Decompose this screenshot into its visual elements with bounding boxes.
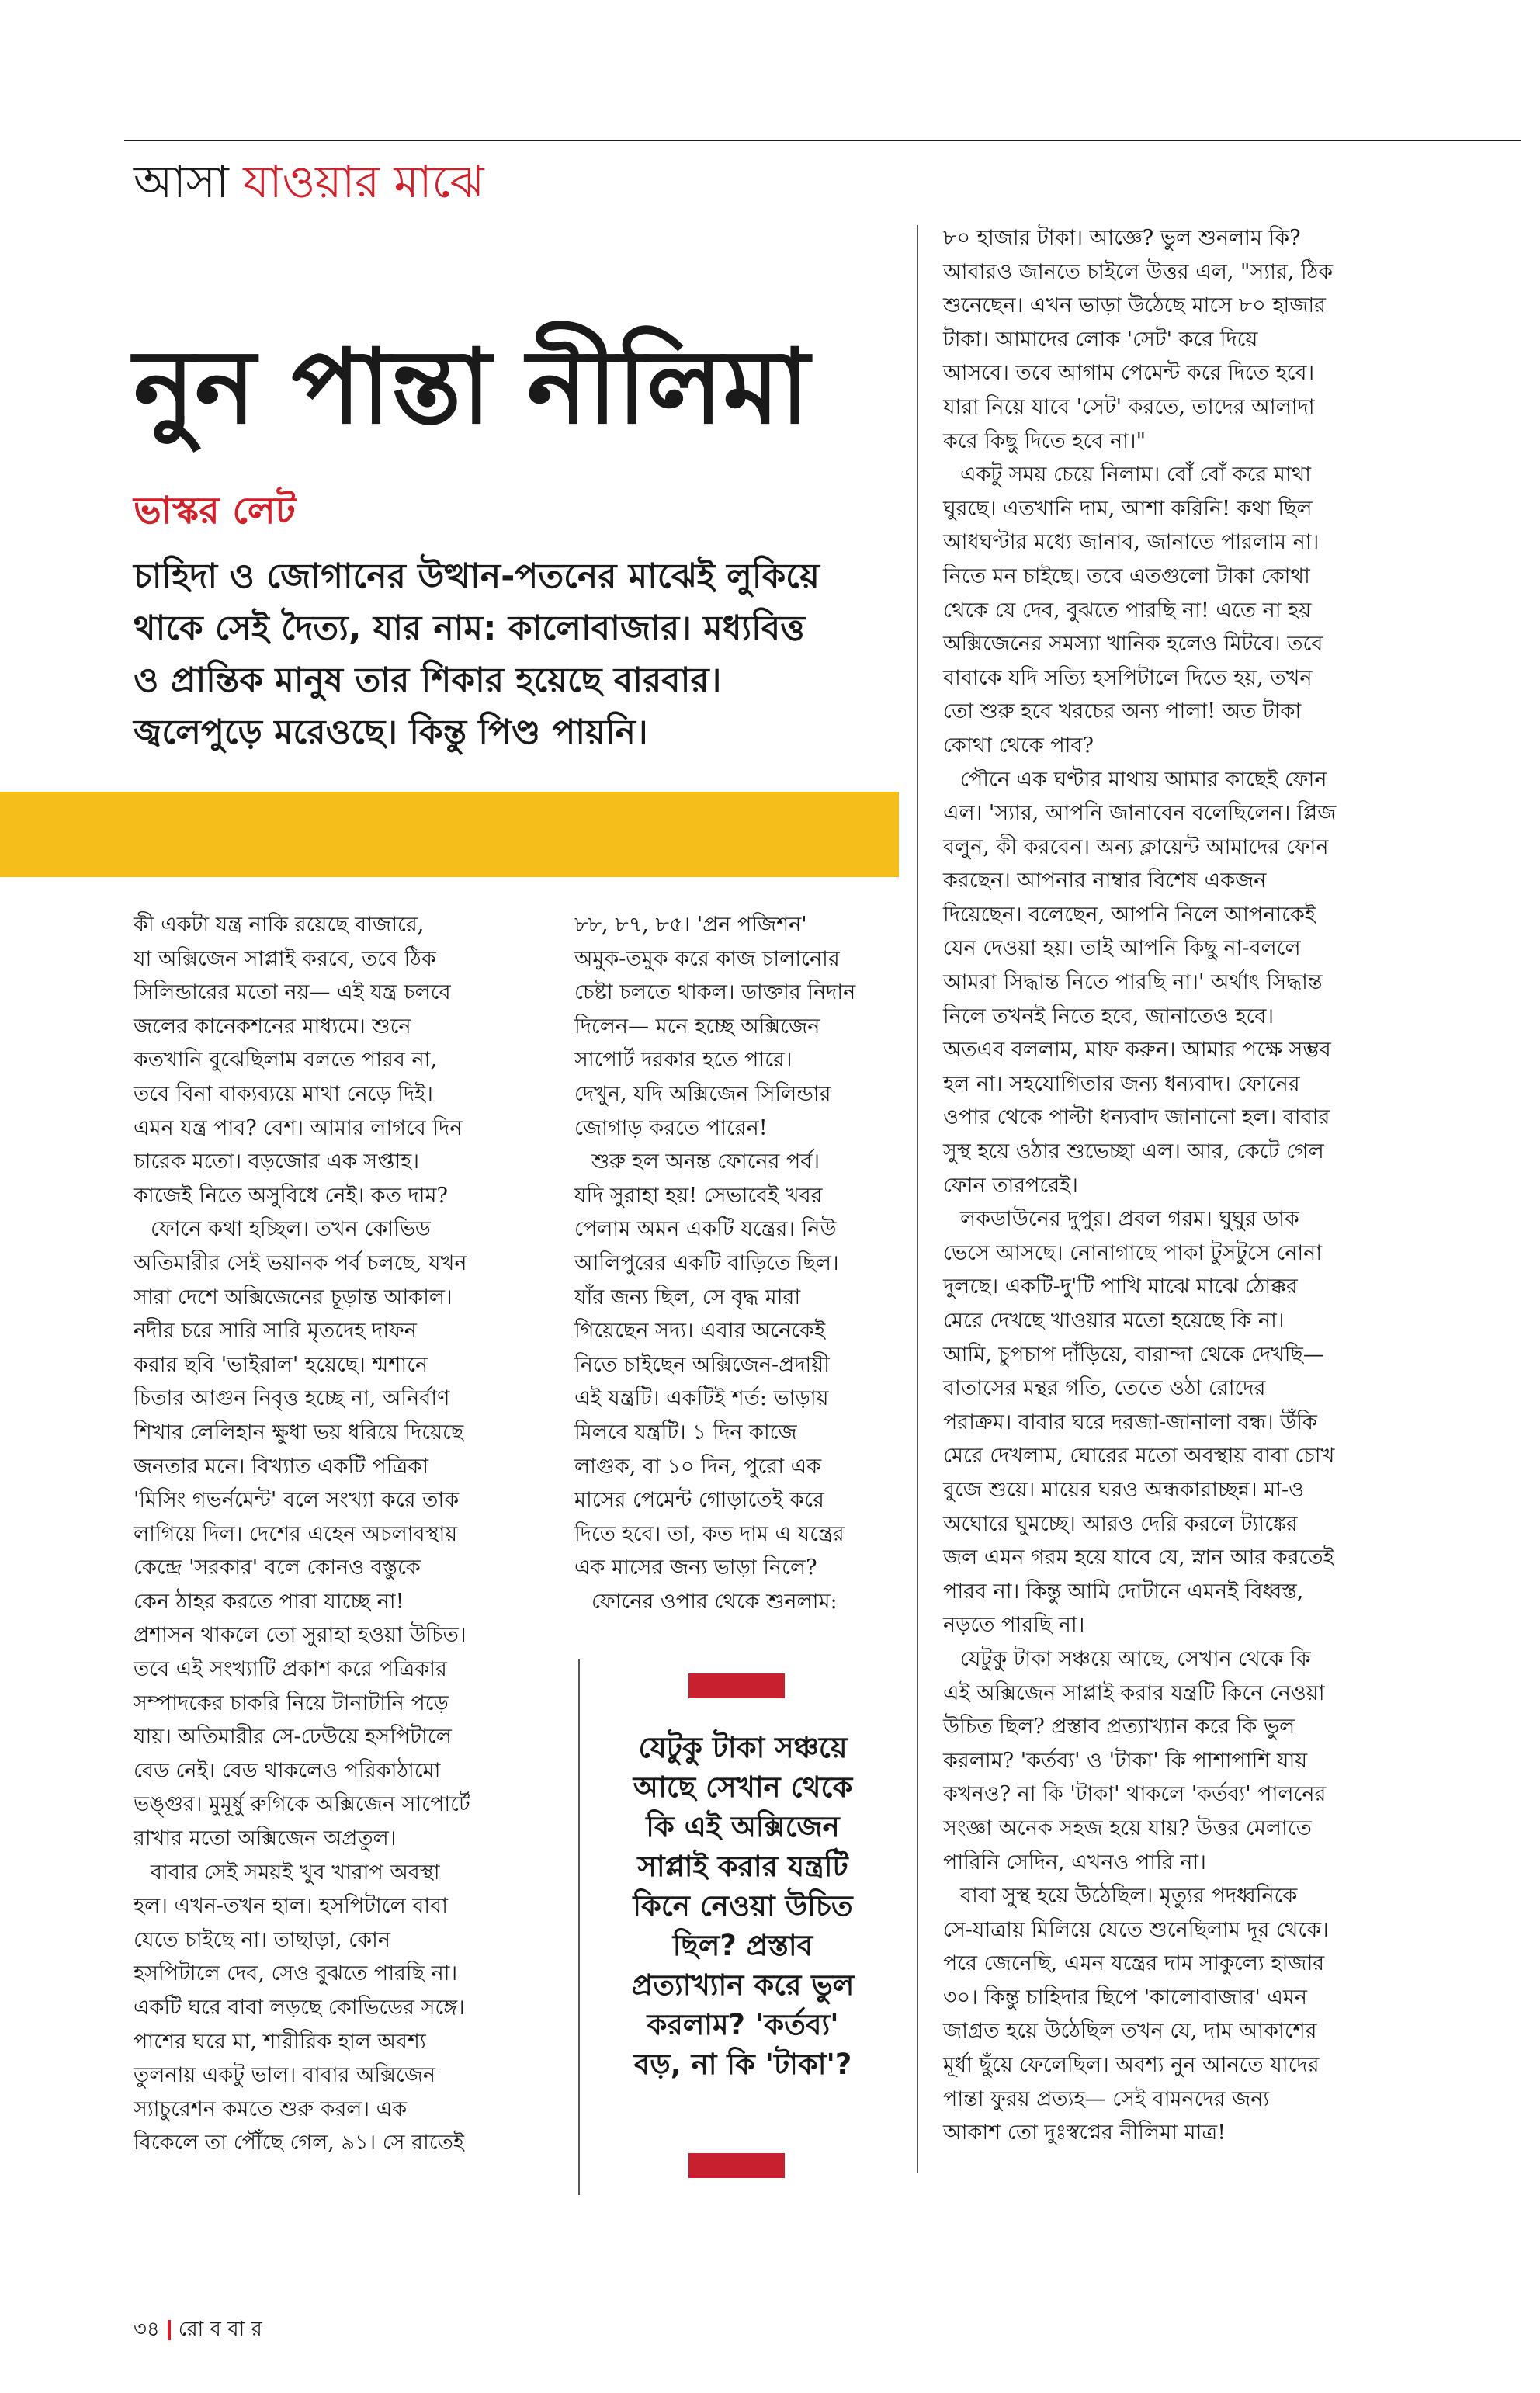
text-line: পান্তা ফুরয় প্রত্যহ— সেই বামনদের জন্য — [943, 2086, 1270, 2111]
standfirst-line: জ্বলেপুড়ে মরেওছে। কিন্তু পিণ্ড পায়নি। — [134, 712, 648, 752]
byline: ভাস্কর লেট — [134, 489, 296, 532]
text-line: পৌনে এক ঘণ্টার মাথায় আমার কাছেই ফোন — [960, 767, 1327, 792]
text-line: বাবা সুস্থ হয়ে উঠেছিল। মৃত্যুর পদধ্বনিকে — [960, 1884, 1298, 1909]
text-line: একটু সময় চেয়ে নিলাম। বোঁ বোঁ করে মাথা — [960, 463, 1312, 487]
text-line: আকাশ তো দুঃস্বপ্নের নীলিমা মাত্র! — [943, 2121, 1226, 2145]
column-divider — [917, 225, 918, 2173]
text-line: চারেক মতো। বড়জোর এক সপ্তাহ। — [134, 1150, 420, 1174]
text-line: রাখার মতো অক্সিজেন অপ্রতুল। — [134, 1826, 397, 1851]
text-line: তবে এই সংখ্যাটি প্রকাশ করে পত্রিকার — [134, 1657, 447, 1682]
text-line: ঘুরছে। এতখানি দাম, আশা করিনি! কথা ছিল — [943, 496, 1313, 521]
text-line: অঘোরে ঘুমচ্ছে। আরও দেরি করলে ট্যাঙ্কের — [943, 1511, 1298, 1536]
text-line: উচিত ছিল? প্রস্তাব প্রত্যাখ্যান করে কি ভুল — [943, 1715, 1295, 1739]
text-line: ফোন তারপরেই। — [943, 1173, 1078, 1198]
text-line: নড়তে পারছি না। — [943, 1613, 1085, 1638]
pull-quote-bar-bottom — [688, 2153, 785, 2178]
text-line: বুজে শুয়ে। মায়ের ঘরও অন্ধকারাচ্ছন্ন। মা-ও — [943, 1477, 1305, 1502]
text-line: এমন যন্ত্র পাব? বেশ। আমার লাগবে দিন — [134, 1115, 463, 1140]
yellow-band — [0, 792, 899, 877]
pull-quote-bar-top — [688, 1673, 785, 1698]
text-line: আমরা সিদ্ধান্ত নিতে পারছি না।' অর্থাৎ সিদ্ধান্ত — [943, 970, 1323, 995]
text-line: গিয়েছেন সদ্য। এবার অনেকেই — [574, 1319, 826, 1344]
text-line: করে কিছু দিতে হবে না।" — [943, 428, 1146, 453]
text-line: জাগ্রত হয়ে উঠেছিল তখন যে, দাম আকাশের — [943, 2019, 1317, 2044]
text-line: পাশের ঘরে মা, শারীরিক হাল অবশ্য — [134, 2029, 426, 2054]
magazine-name: রো ব বা র — [178, 2318, 262, 2341]
text-line: শুরু হল অনন্ত ফোনের পর্ব। — [591, 1150, 820, 1174]
page-footer — [134, 2313, 262, 2347]
text-line: আধঘণ্টার মধ্যে জানাব, জানাতে পারলাম না। — [943, 530, 1320, 555]
text-line: করার ছবি 'ভাইরাল' হয়েছে। শ্মশানে — [134, 1352, 428, 1377]
text-line: শিখার লেলিহান ক্ষুধা ভয় ধরিয়ে দিয়েছে — [134, 1420, 464, 1444]
text-line: নিলে তখনই নিতে হবে, জানাতেও হবে। — [943, 1004, 1275, 1028]
text-line: নিতে চাইছেন অক্সিজেন-প্রদায়ী — [574, 1352, 830, 1377]
text-line: ভেসে আসছে। নোনাগাছে পাকা টুসটুসে নোনা — [943, 1240, 1323, 1265]
text-line: যেতে চাইছে না। তাছাড়া, কোন — [134, 1927, 390, 1952]
text-line: জনতার মনে। বিখ্যাত একটি পত্রিকা — [134, 1454, 429, 1479]
text-line: কেন ঠাহর করতে পারা যাচ্ছে না! — [134, 1589, 404, 1614]
text-line: বাবাকে যদি সত্যি হসপিটালে দিতে হয়, তখন — [943, 665, 1313, 690]
text-line: সে-যাত্রায় মিলিয়ে যেতে শুনেছিলাম দূর থেকে। — [943, 1917, 1329, 1942]
text-line: সাপোর্ট দরকার হতে পারে। — [574, 1048, 793, 1073]
text-line: সুস্থ হয়ে ওঠার শুভেচ্ছা এল। আর, কেটে গেল — [943, 1139, 1324, 1164]
text-line: দেখুন, যদি অক্সিজেন সিলিন্ডার — [574, 1081, 831, 1106]
text-line: দিয়েছেন। বলেছেন, আপনি নিলে আপনাকেই — [943, 902, 1316, 927]
text-line: টাকা। আমাদের লোক 'সেট' করে দিয়ে — [943, 327, 1258, 352]
text-line: অক্সিজেনের সমস্যা খানিক হলেও মিটবে। তবে — [943, 632, 1323, 657]
text-line: স্যাচুরেশন কমতে শুরু করল। এক — [134, 2096, 408, 2121]
text-line: করছেন। আপনার নাম্বার বিশেষ একজন — [943, 869, 1267, 893]
text-line: প্রশাসন থাকলে তো সুরাহা হওয়া উচিত। — [134, 1623, 467, 1648]
text-line: যদি সুরাহা হয়! সেভাবেই খবর — [574, 1183, 823, 1208]
text-line: তো শুরু হবে খরচের অন্য পালা! অত টাকা — [943, 699, 1302, 724]
text-line: এই অক্সিজেন সাপ্লাই করার যন্ত্রটি কিনে নেওয়া — [943, 1680, 1325, 1705]
text-line: যা অক্সিজেন সাপ্লাই করবে, তবে ঠিক — [134, 946, 436, 971]
text-line: নিতে মন চাইছে। তবে এতগুলো টাকা কোথা — [943, 564, 1310, 588]
text-line: যেটুকু টাকা সঞ্চয়ে আছে, সেখান থেকে কি — [960, 1646, 1311, 1671]
text-line: ওপার থেকে পাল্টা ধন্যবাদ জানানো হল। বাবার — [943, 1105, 1330, 1130]
text-line: আমি, চুপচাপ দাঁড়িয়ে, বারান্দা থেকে দেখছি— — [943, 1342, 1324, 1367]
footer-separator — [168, 2320, 171, 2340]
text-line: লকডাউনের দুপুর। প্রবল গরম। ঘুঘুর ডাক — [960, 1207, 1299, 1232]
text-line: মূর্ধা ছুঁয়ে ফেলেছিল। অবশ্য নুন আনতে যাদের — [943, 2053, 1320, 2078]
pull-quote-text — [603, 1728, 883, 2084]
page-number: ৩৪ — [134, 2318, 160, 2341]
standfirst — [134, 551, 910, 759]
text-line: ভঙ্গুর। মুমূর্ষু রুগিকে অক্সিজেন সাপোর্টে — [134, 1792, 470, 1817]
text-line: কোথা থেকে পাব? — [943, 733, 1094, 758]
pull-quote-line: কি এই অক্সিজেন — [646, 1810, 840, 1843]
section-title-red: যাওয়ার মাঝে — [243, 155, 484, 208]
text-line: পেলাম অমন একটি যন্ত্রের। নিউ — [574, 1217, 837, 1242]
text-line: করলাম? 'কর্তব্য' ও 'টাকা' কি পাশাপাশি যায় — [943, 1748, 1308, 1773]
text-line: অমুক-তমুক করে কাজ চালানোর — [574, 946, 840, 971]
text-line: হসপিটালে দেব, সেও বুঝতে পারছি না। — [134, 1961, 458, 1986]
pull-quote-line: ছিল? প্রস্তাব — [672, 1929, 813, 1962]
text-line: দুলছে। একটি-দু'টি পাখি মাঝে মাঝে ঠোক্কর — [943, 1275, 1298, 1299]
text-line: লাগিয়ে দিল। দেশের এহেন অচলাবস্থায় — [134, 1521, 458, 1546]
pull-quote-line: প্রত্যাখ্যান করে ভুল — [631, 1968, 855, 2002]
headline: নুন পান্তা নীলিমা — [134, 327, 810, 447]
text-line: যায়। অতিমারীর সে-ঢেউয়ে হসপিটালে — [134, 1725, 452, 1750]
standfirst-line: চাহিদা ও জোগানের উত্থান-পতনের মাঝেই লুকিয়ে — [134, 557, 820, 596]
text-line: হল না। সহযোগিতার জন্য ধন্যবাদ। ফোনের — [943, 1071, 1300, 1096]
text-line: এই যন্ত্রটি। একটিই শর্ত: ভাড়ায় — [574, 1386, 829, 1411]
text-line: সারা দেশে অক্সিজেনের চূড়ান্ত আকাল। — [134, 1285, 453, 1309]
text-line: মেরে দেখছে খাওয়ার মতো হয়েছে কি না। — [943, 1309, 1285, 1333]
text-line: পরে জেনেছি, এমন যন্ত্রের দাম সাকুল্যে হাজার — [943, 1951, 1325, 1976]
text-line: 'মিসিং গভর্নমেন্ট' বলে সংখ্যা করে তাক — [134, 1488, 460, 1513]
pull-quote-line: বড়, না কি 'টাকা'? — [633, 2048, 852, 2081]
text-line: মাসের পেমেন্ট গোড়াতেই করে — [574, 1488, 824, 1513]
text-line: যেন দেওয়া হয়। তাই আপনি কিছু না-বললে — [943, 936, 1301, 961]
text-line: ৩০। কিন্তু চাহিদার ছিপে 'কালোবাজার' এমন — [943, 1985, 1308, 2010]
text-line: কেন্দ্রে 'সরকার' বলে কোনও বস্তুকে — [134, 1555, 421, 1580]
pull-quote — [578, 1659, 890, 2195]
text-line: চিতার আগুন নিবৃত্ত হচ্ছে না, অনির্বাণ — [134, 1386, 450, 1411]
pull-quote-line: করলাম? 'কর্তব্য' — [647, 2008, 839, 2041]
article-column-1 — [134, 908, 470, 2160]
text-line: বাবার সেই সময়ই খুব খারাপ অবস্থা — [151, 1860, 440, 1885]
text-line: শুনেছেন। এখন ভাড়া উঠেছে মাসে ৮০ হাজার — [943, 293, 1327, 318]
section-title-black: আসা — [134, 155, 229, 208]
text-line: তবে বিনা বাক্যব্যয়ে মাথা নেড়ে দিই। — [134, 1081, 433, 1106]
text-line: পারব না। কিন্তু আমি দোটানে এমনই বিধ্বস্ত, — [943, 1579, 1304, 1604]
header-rule — [124, 140, 1521, 141]
text-line: যাঁর জন্য ছিল, সে বৃদ্ধ মারা — [574, 1285, 801, 1309]
article-column-2 — [574, 908, 855, 1618]
text-line: তুলনায় একটু ভাল। বাবার অক্সিজেন — [134, 2063, 436, 2088]
text-line: আবারও জানতে চাইলে উত্তর এল, "স্যার, ঠিক — [943, 259, 1334, 284]
text-line: এল। 'স্যার, আপনি জানাবেন বলেছিলেন। প্লিজ — [943, 801, 1337, 826]
text-line: জোগাড় করতে পারেন! — [574, 1115, 768, 1140]
text-line: বেড নেই। বেড থাকলেও পরিকাঠামো — [134, 1758, 441, 1783]
text-line: বাতাসের মন্থর গতি, তেতে ওঠা রোদের — [943, 1376, 1266, 1401]
text-line: কতখানি বুঝেছিলাম বলতে পারব না, — [134, 1048, 438, 1073]
text-line: হল। এখন-তখন হাল। হসপিটালে বাবা — [134, 1894, 448, 1919]
text-line: কী একটা যন্ত্র নাকি রয়েছে বাজারে, — [134, 913, 425, 937]
standfirst-line: থাকে সেই দৈত্য, যার নাম: কালোবাজার। মধ্যবিত্ত — [134, 608, 805, 648]
section-title — [134, 155, 484, 210]
text-line: অতএব বললাম, মাফ করুন। আমার পক্ষে সম্ভব — [943, 1038, 1331, 1063]
text-line: লাগুক, বা ১০ দিন, পুরো এক — [574, 1454, 822, 1479]
text-line: দিলেন— মনে হচ্ছে অক্সিজেন — [574, 1014, 820, 1039]
pull-quote-line: আছে সেখান থেকে — [633, 1770, 853, 1804]
text-line: সম্পাদকের চাকরি নিয়ে টানাটানি পড়ে — [134, 1691, 449, 1715]
text-line: মিলবে যন্ত্রটি। ১ দিন কাজে — [574, 1420, 797, 1444]
text-line: বলুন, কী করবেন। অন্য ক্লায়েন্ট আমাদের ফোন — [943, 834, 1329, 859]
text-line: ৮০ হাজার টাকা। আজ্ঞে? ভুল শুনলাম কি? — [943, 226, 1301, 250]
article-column-3 — [943, 221, 1336, 2150]
text-line: সংজ্ঞা অনেক সহজ হয়ে যায়? উত্তর মেলাতে — [943, 1816, 1312, 1840]
text-line: ৮৮, ৮৭, ৮৫। 'প্রন পজিশন' — [574, 913, 807, 937]
text-line: বিকেলে তা পৌঁছে গেল, ৯১। সে রাতেই — [134, 2131, 464, 2155]
pull-quote-line: যেটুকু টাকা সঞ্চয়ে — [638, 1731, 848, 1764]
pull-quote-line: সাপ্লাই করার যন্ত্রটি — [637, 1850, 848, 1883]
text-line: অতিমারীর সেই ভয়ানক পর্ব চলছে, যখন — [134, 1250, 467, 1275]
text-line: কখনও? না কি 'টাকা' থাকলে 'কর্তব্য' পালনের — [943, 1782, 1327, 1807]
text-line: এক মাসের জন্য ভাড়া নিলে? — [574, 1555, 817, 1580]
text-line: মেরে দেখলাম, ঘোরের মতো অবস্থায় বাবা চোখ — [943, 1444, 1335, 1469]
pull-quote-line: কিনে নেওয়া উচিত — [633, 1889, 853, 1923]
text-line: ফোনে কথা হচ্ছিল। তখন কোভিড — [151, 1217, 431, 1242]
text-line: আলিপুরের একটি বাড়িতে ছিল। — [574, 1250, 839, 1275]
text-line: সিলিন্ডারের মতো নয়— এই যন্ত্র চলবে — [134, 980, 451, 1005]
text-line: চেষ্টা চলতে থাকল। ডাক্তার নিদান — [574, 980, 856, 1005]
text-line: থেকে যে দেব, বুঝতে পারছি না! এতে না হয় — [943, 598, 1312, 623]
standfirst-line: ও প্রান্তিক মানুষ তার শিকার হয়েছে বারবার। — [134, 660, 722, 700]
text-line: পারিনি সেদিন, এখনও পারি না। — [943, 1850, 1206, 1875]
text-line: জলের কানেকশনের মাধ্যমে। শুনে — [134, 1014, 411, 1039]
text-line: আসবে। তবে আগাম পেমেন্ট করে দিতে হবে। — [943, 361, 1315, 386]
text-line: দিতে হবে। তা, কত দাম এ যন্ত্রের — [574, 1521, 845, 1546]
text-line: জল এমন গরম হয়ে যাবে যে, স্নান আর করতেই — [943, 1545, 1334, 1570]
text-line: যারা নিয়ে যাবে 'সেট' করতে, তাদের আলাদা — [943, 394, 1315, 419]
text-line: কাজেই নিতে অসুবিধে নেই। কত দাম? — [134, 1183, 448, 1208]
text-line: একটি ঘরে বাবা লড়ছে কোভিডের সঙ্গে। — [134, 1996, 465, 2020]
text-line: পরাক্রম। বাবার ঘরে দরজা-জানালা বন্ধ। উঁকি — [943, 1410, 1317, 1434]
text-line: নদীর চরে সারি সারি মৃতদেহ দাফন — [134, 1319, 417, 1344]
text-line: ফোনের ওপার থেকে শুনলাম: — [591, 1589, 838, 1614]
